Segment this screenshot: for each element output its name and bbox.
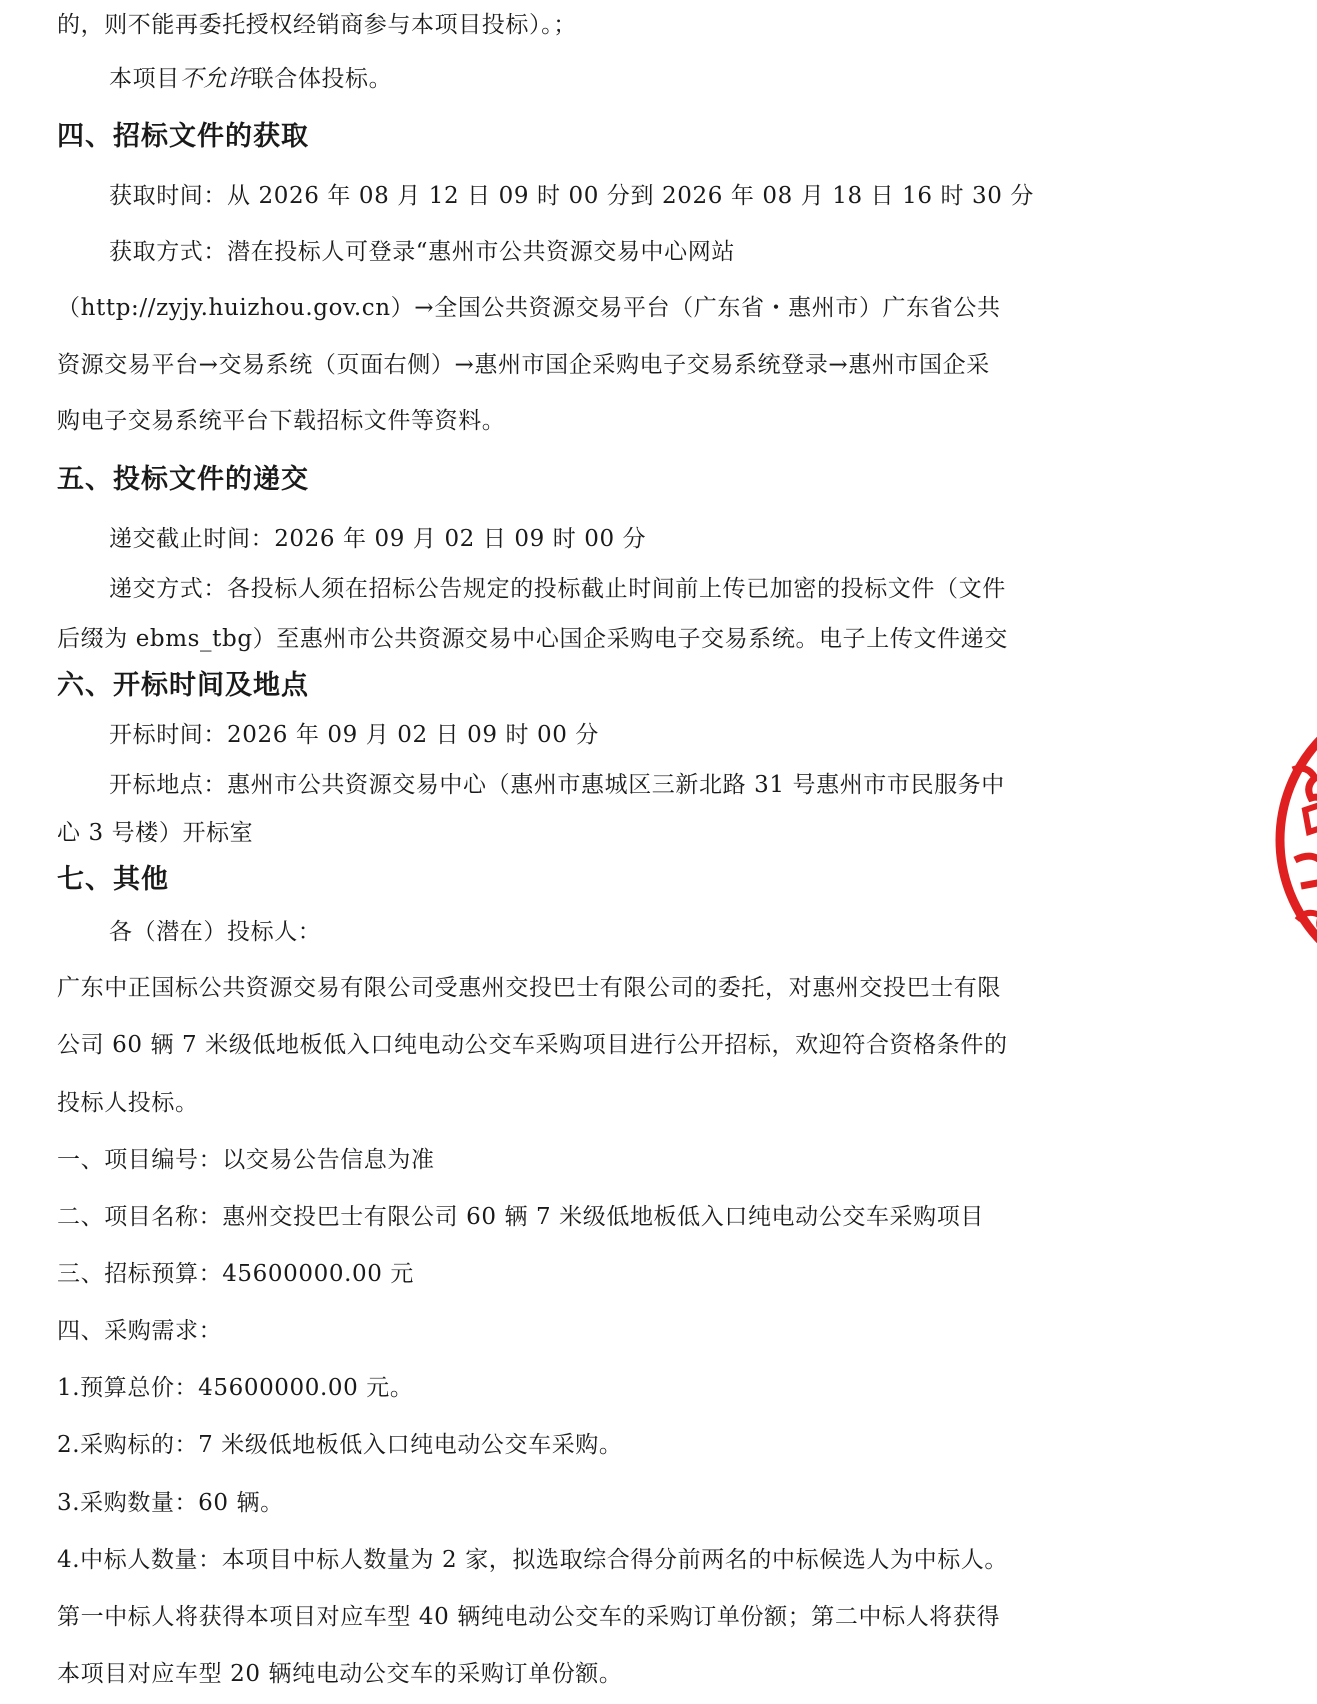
text-line: 递交截止时间：2026 年 09 月 02 日 09 时 00 分 bbox=[109, 526, 647, 552]
text-line: 心 3 号楼）开标室 bbox=[57, 820, 254, 846]
text-line: 1.预算总价：45600000.00 元。 bbox=[57, 1375, 414, 1401]
section-heading: 五、投标文件的递交 bbox=[57, 464, 309, 495]
text-line: 开标时间：2026 年 09 月 02 日 09 时 00 分 bbox=[109, 722, 599, 748]
text-span: 联合体投标。 bbox=[250, 66, 393, 92]
text-line: 3.采购数量：60 辆。 bbox=[57, 1490, 284, 1516]
seal-outer-ring bbox=[1280, 695, 1317, 985]
text-line: 各（潜在）投标人： bbox=[109, 919, 322, 945]
text-line: 本项目对应车型 20 辆纯电动公交车的采购订单份额。 bbox=[57, 1661, 623, 1687]
text-line: 资源交易平台→交易系统（页面右侧）→惠州市国企采购电子交易系统登录→惠州市国企采 bbox=[57, 352, 990, 378]
text-line: 4.中标人数量：本项目中标人数量为 2 家，拟选取综合得分前两名的中标候选人为中标人。 bbox=[57, 1547, 1008, 1573]
text-line: 投标人投标。 bbox=[57, 1090, 199, 1116]
text-line: 开标地点：惠州市公共资源交易中心（惠州市惠城区三新北路 31 号惠州市市民服务中 bbox=[109, 772, 1005, 798]
text-line: 递交方式：各投标人须在招标公告规定的投标截止时间前上传已加密的投标文件（文件 bbox=[109, 576, 1006, 602]
text-line: 获取时间：从 2026 年 08 月 12 日 09 时 00 分到 2026 年 08 月 18 日 16 时 30 分 bbox=[109, 183, 1035, 209]
section-heading: 四、招标文件的获取 bbox=[57, 121, 309, 152]
text-line: 购电子交易系统平台下载招标文件等资料。 bbox=[57, 408, 506, 434]
text-line: （http://zyjy.huizhou.gov.cn）→全国公共资源交易平台（广东省・惠州市）广东省公共 bbox=[57, 295, 1001, 321]
text-span: 本项目 bbox=[109, 66, 180, 92]
text-line: 四、采购需求： bbox=[57, 1318, 223, 1344]
text-line: 2.采购标的：7 米级低地板低入口纯电动公交车采购。 bbox=[57, 1432, 623, 1458]
text-line bbox=[109, 64, 392, 94]
red-seal-stamp bbox=[1265, 690, 1317, 990]
text-line: 二、项目名称：惠州交投巴士有限公司 60 辆 7 米级低地板低入口纯电动公交车采购项目 bbox=[57, 1204, 984, 1230]
text-line: 一、项目编号：以交易公告信息为准 bbox=[57, 1147, 435, 1173]
text-line: 后缀为 ebms_tbg）至惠州市公共资源交易中心国企采购电子交易系统。电子上传文件递交 bbox=[57, 626, 1008, 652]
seal-mark bbox=[1305, 804, 1317, 832]
text-line: 广东中正国标公共资源交易有限公司受惠州交投巴士有限公司的委托，对惠州交投巴士有限 bbox=[57, 975, 1001, 1001]
section-heading: 七、其他 bbox=[57, 864, 169, 895]
text-line: 公司 60 辆 7 米级低地板低入口纯电动公交车采购项目进行公开招标，欢迎符合资格条件的 bbox=[57, 1032, 1008, 1058]
text-line: 三、招标预算：45600000.00 元 bbox=[57, 1261, 414, 1287]
section-heading: 六、开标时间及地点 bbox=[57, 670, 309, 701]
text-line: 第一中标人将获得本项目对应车型 40 辆纯电动公交车的采购订单份额；第二中标人将获得 bbox=[57, 1604, 1001, 1630]
italic-text: 不允许 bbox=[179, 66, 251, 92]
seal-mark bbox=[1295, 856, 1317, 886]
text-line: 的，则不能再委托授权经销商参与本项目投标）。； bbox=[57, 12, 577, 38]
text-line: 获取方式：潜在投标人可登录“惠州市公共资源交易中心网站 bbox=[109, 239, 735, 265]
